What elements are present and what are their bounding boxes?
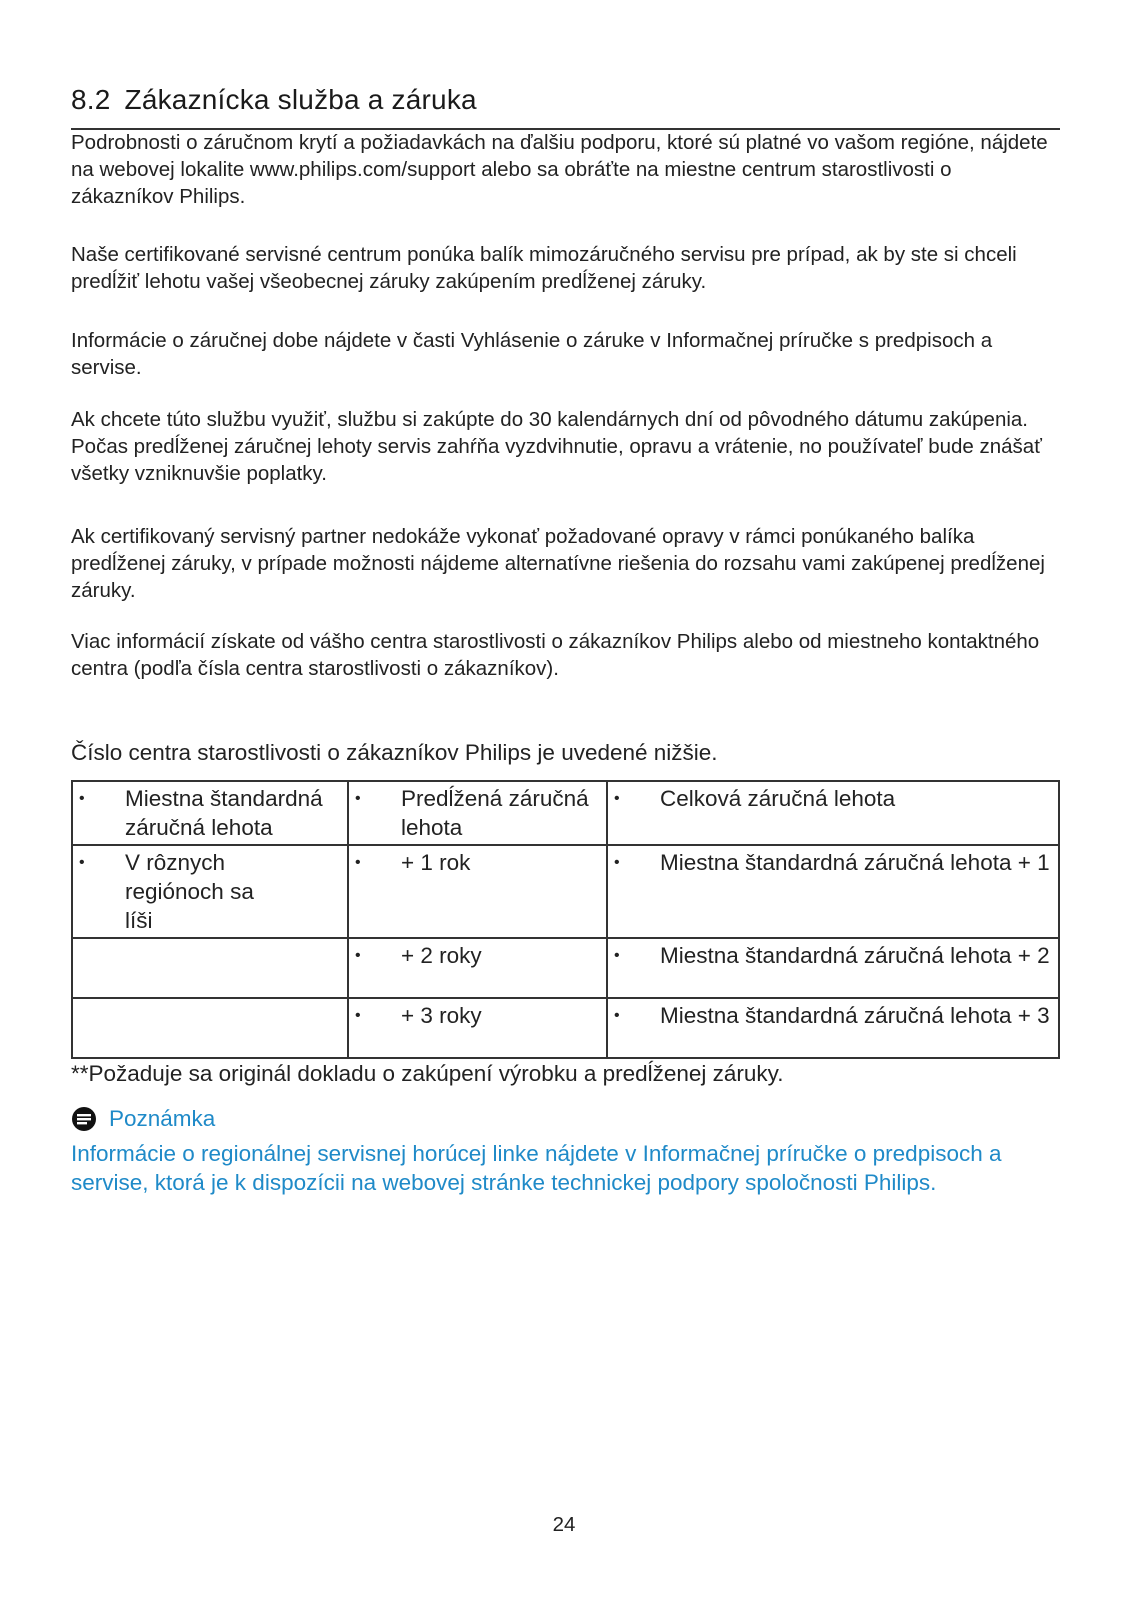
table-header-cell: • Miestna štandardná záručná lehota [72, 781, 348, 845]
page-number: 24 [552, 1513, 576, 1536]
table-cell: • Miestna štandardná záručná lehota + 3 [607, 998, 1059, 1058]
note-heading [71, 1106, 215, 1132]
table-cell: • Miestna štandardná záručná lehota + 2 [607, 938, 1059, 998]
table-cell [72, 938, 348, 998]
table-row [72, 998, 1059, 1058]
paragraph-2: Naše certifikované servisné centrum ponúka balík mimozáručného servisu pre prípad, ak by ste si chceli predĺžiť lehotu vašej všeobecnej záruky zakúpením predĺženej záruky. [71, 243, 1017, 293]
paragraph-5: Ak certifikovaný servisný partner nedokáže vykonať požadované opravy v rámci ponúkaného balíka predĺženej záruky, v prípade možnosti nájdeme alternatívne riešenia do rozsahu vami zakúpenej predĺženej záruky. [71, 525, 1045, 602]
bullet: • [355, 947, 361, 964]
table-cell: • + 1 rok [348, 845, 607, 938]
note-body: Informácie o regionálnej servisnej horúcej linke nájdete v Informačnej príručke o predpisoch a servise, ktorá je k dispozícii na webovej stránke technickej podpory spoločnosti Philips. [71, 1141, 1002, 1195]
table-intro: Číslo centra starostlivosti o zákazníkov Philips je uvedené nižšie. [71, 740, 718, 765]
section-title: Zákaznícka služba a záruka [124, 84, 477, 115]
bullet: • [355, 790, 361, 807]
warranty-table [71, 780, 1060, 1059]
table-cell: • Miestna štandardná záručná lehota + 1 [607, 845, 1059, 938]
bullet: • [79, 790, 85, 807]
table-header-cell: • Predĺžená záručná lehota [348, 781, 607, 845]
table-cell: • + 2 roky [348, 938, 607, 998]
footnote: **Požaduje sa originál dokladu o zakúpení výrobku a predĺženej záruky. [71, 1061, 784, 1086]
bullet: • [614, 947, 620, 964]
bullet: • [614, 790, 620, 807]
paragraph-4: Ak chcete túto službu využiť, službu si zakúpte do 30 kalendárnych dní od pôvodného dátumu zakúpenia. Počas predĺženej záručnej lehoty servis zahŕňa vyzdvihnutie, opravu a vrátenie, no používateľ bude znášať všetky vzniknuvšie poplatky. [71, 408, 1042, 485]
note-icon [71, 1106, 97, 1132]
table-cell [72, 998, 348, 1058]
table-row [72, 938, 1059, 998]
table-row [72, 845, 1059, 938]
bullet: • [614, 854, 620, 871]
paragraph-1: Podrobnosti o záručnom krytí a požiadavkách na ďalšiu podporu, ktoré sú platné vo vašom regióne, nájdete na webovej lokalite www.philips.com/support alebo sa obráťte na miestne centrum starostlivosti o zákazníkov Philips. [71, 131, 1048, 208]
table-cell: • + 3 roky [348, 998, 607, 1058]
note-title: Poznámka [109, 1106, 216, 1131]
paragraph-3: Informácie o záručnej dobe nájdete v časti Vyhlásenie o záruke v Informačnej príručke s predpisoch a servise. [71, 329, 993, 379]
bullet: • [614, 1007, 620, 1024]
table-header-cell: • Celková záručná lehota [607, 781, 1059, 845]
table-cell: • V rôznych regiónoch sa líši [72, 845, 348, 938]
section-number: 8.2 [71, 84, 111, 115]
bullet: • [355, 854, 361, 871]
section-heading [71, 84, 1060, 116]
paragraph-6: Viac informácií získate od vášho centra starostlivosti o zákazníkov Philips alebo od miestneho kontaktného centra (podľa čísla centra starostlivosti o zákazníkov). [71, 630, 1040, 680]
bullet: • [79, 854, 85, 871]
table-header-row [72, 781, 1059, 845]
bullet: • [355, 1007, 361, 1024]
